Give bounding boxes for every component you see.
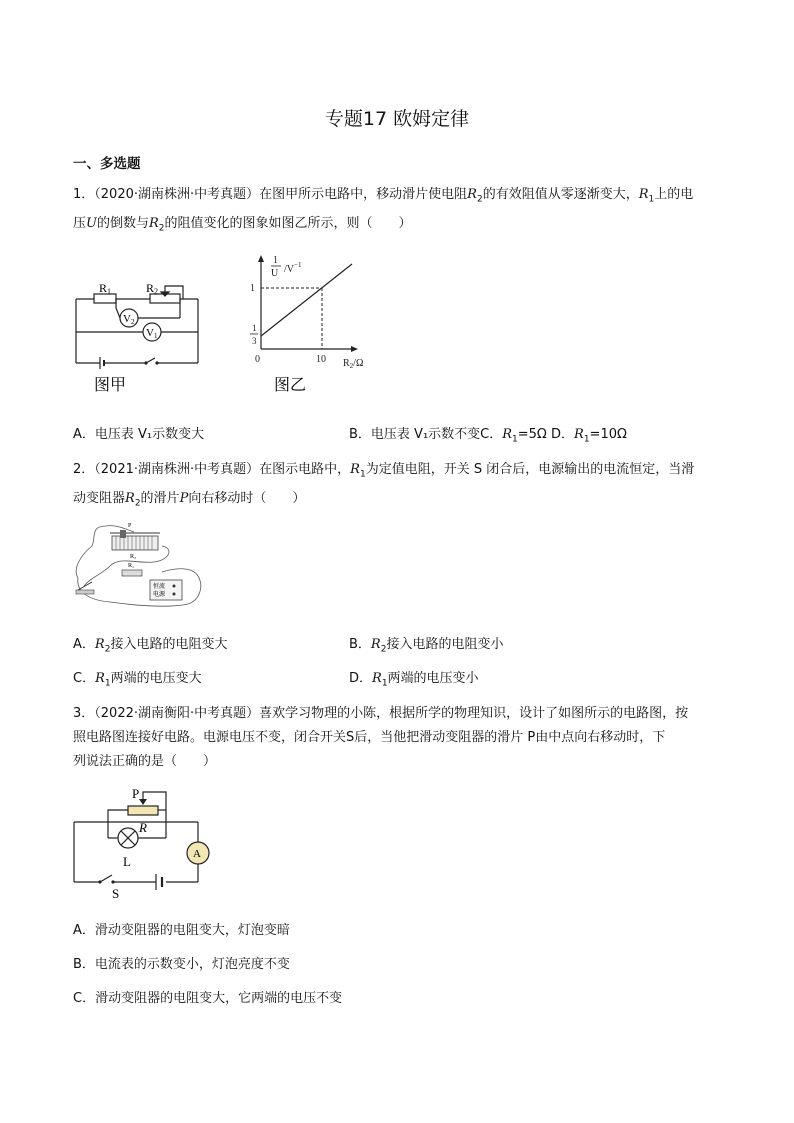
question-3-line-3: 列说法正确的是（ ） xyxy=(73,754,217,769)
question-1-line-1 xyxy=(73,183,721,212)
switch-pivot xyxy=(98,880,101,883)
fixed-resistor xyxy=(122,570,142,576)
rheostat-body xyxy=(112,536,158,550)
option-c: C．$R_1$两端的电压变大 xyxy=(73,671,202,689)
label-r2: R₂ xyxy=(130,554,137,560)
var-subscript: 2 xyxy=(476,194,483,205)
label-s: S xyxy=(112,886,120,900)
label-l: L xyxy=(123,854,131,869)
switch-lever xyxy=(78,582,92,590)
label-v2: V2 xyxy=(123,313,135,326)
question-text: 动变阻器 xyxy=(73,490,126,506)
label-r: R xyxy=(139,820,147,835)
figure-yi-graph xyxy=(244,252,384,400)
x-label: $R_2/\Omega$ xyxy=(343,358,364,370)
question-1-line-2 xyxy=(73,212,721,241)
label-p: P xyxy=(128,523,132,529)
var-subscript: 2 xyxy=(158,223,165,234)
question-text: 的滑片 xyxy=(140,490,180,506)
option-a: A．$R_2$接入电路的电阻变大 xyxy=(73,637,228,655)
switch-contact xyxy=(111,880,114,883)
var-p: P xyxy=(179,490,189,506)
question-2-line-2 xyxy=(73,487,721,516)
question-3-line-2: 照电路图连接好电路。电源电压不变，闭合开关S后，当他把滑动变阻器的滑片 P由中点向右移动时，下 xyxy=(73,730,666,745)
question-source: （2022·湖南衡阳·中考真题） xyxy=(94,706,260,721)
origin-label: 0 xyxy=(255,354,260,365)
label-r2: R2 xyxy=(146,281,159,296)
y-label-unit: $/V^{-1}$ xyxy=(284,261,302,275)
box-label-1: 恒流 xyxy=(153,583,166,590)
var-subscript: 1 xyxy=(648,194,655,205)
figure-jia-circuit xyxy=(66,276,216,396)
var-subscript: 2 xyxy=(134,498,141,509)
caption-jia: 图甲 xyxy=(94,375,127,394)
question-text: 向右移动时（ ） xyxy=(188,490,306,506)
var-u: U xyxy=(86,215,97,231)
page-title: 专题17 欧姆定律 xyxy=(324,108,470,130)
rheostat-slider xyxy=(120,530,126,538)
var-r: R xyxy=(149,215,159,231)
question-text: 的阻值变化的图象如图乙所示，则（ ） xyxy=(164,215,412,231)
question-source: （2021·湖南株洲·中考真题） xyxy=(94,462,260,477)
x-axis-arrow xyxy=(351,346,358,352)
y-label-num: 1 xyxy=(273,255,278,266)
box-label-2: 电源 xyxy=(153,591,166,598)
y-label-den: U xyxy=(271,268,279,279)
question-text: 在图甲所示电路中，移动滑片使电阻 xyxy=(259,187,468,202)
var-r: R xyxy=(574,427,584,442)
question-text: 的倒数与 xyxy=(96,215,149,231)
label-r1: R1 xyxy=(99,281,112,296)
question-text: 上的电 xyxy=(654,187,694,202)
option-a: A．电压表 V₁示数变大 xyxy=(73,427,205,442)
option-b-c-d xyxy=(349,426,627,449)
slider-arrow xyxy=(139,799,147,805)
x-tick-10: 10 xyxy=(316,354,326,365)
question-text: 为定值电阻，开关 S 闭合后，电源输出的电流恒定，当滑 xyxy=(365,462,695,477)
question-3-line-1 xyxy=(73,702,721,726)
question-text: 的有效阻值从零逐渐变大， xyxy=(482,187,639,202)
y-tick-third-num: 1 xyxy=(252,323,257,333)
switch-base xyxy=(76,590,94,594)
label-v1: V1 xyxy=(146,327,158,340)
option-d: =10Ω xyxy=(589,427,627,442)
figure-q3-circuit xyxy=(66,782,226,900)
label-r1: R₁ xyxy=(128,563,135,569)
option-b: B．$R_2$接入电路的电阻变小 xyxy=(349,637,504,655)
question-text: 在图示电路中， xyxy=(259,462,351,477)
option-c: C．滑动变阻器的电阻变大，它两端的电压不变 xyxy=(73,991,343,1006)
y-tick-1: 1 xyxy=(250,283,255,294)
caption-yi: 图乙 xyxy=(274,375,307,394)
question-text: 喜欢学习物理的小陈，根据所学的物理知识，设计了如图所示的电路图，按 xyxy=(259,706,689,721)
option-b: B．电流表的示数变小，灯泡亮度不变 xyxy=(73,957,290,972)
var-r: R xyxy=(125,490,135,506)
question-source: （2020·湖南株洲·中考真题） xyxy=(94,187,260,202)
question-number: 1． xyxy=(73,187,95,202)
var-subscript: 1 xyxy=(583,434,590,445)
switch-contact xyxy=(155,361,158,364)
question-text: 压 xyxy=(73,215,87,231)
var-r: R xyxy=(502,427,513,442)
question-2 xyxy=(73,458,721,515)
var-subscript: 1 xyxy=(359,469,366,480)
figure-q2-apparatus xyxy=(70,516,210,610)
ammeter-label: A xyxy=(193,848,201,860)
option-c: =5Ω D． xyxy=(517,427,575,442)
question-1 xyxy=(73,183,721,240)
section-heading: 一、多选题 xyxy=(73,156,141,172)
question-number: 3． xyxy=(73,706,95,721)
option-d: D．$R_1$两端的电压变小 xyxy=(349,671,479,689)
y-tick-third-den: 3 xyxy=(252,336,257,346)
question-number: 2． xyxy=(73,462,95,477)
option-a: A．滑动变阻器的电阻变大，灯泡变暗 xyxy=(73,923,290,938)
var-r: R xyxy=(350,462,360,477)
y-axis-arrow xyxy=(258,255,264,262)
var-r: R xyxy=(467,187,477,202)
option-b: B．电压表 V₁示数不变C． xyxy=(349,427,503,442)
question-3 xyxy=(73,702,721,774)
switch-pivot xyxy=(144,361,147,364)
label-p: P xyxy=(132,786,140,801)
question-2-line-1 xyxy=(73,458,721,487)
var-subscript: 1 xyxy=(512,434,518,445)
var-r: R xyxy=(638,187,649,202)
